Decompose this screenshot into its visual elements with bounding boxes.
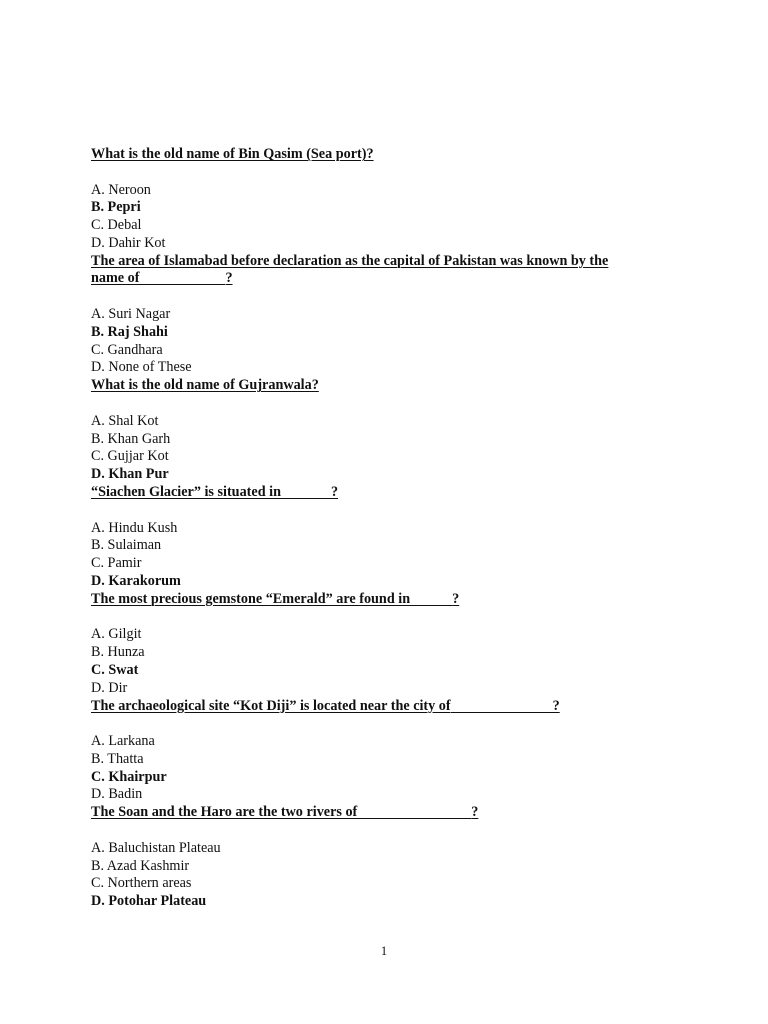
answer-blank xyxy=(139,271,225,285)
question-block xyxy=(91,146,691,253)
answer-option: D. Dir xyxy=(91,679,128,696)
answer-option-correct: D. Potohar Plateau xyxy=(91,893,207,910)
answer-option: C. Gujjar Kot xyxy=(91,448,169,465)
answer-option: C. Gandhara xyxy=(91,341,163,358)
page-number: 1 xyxy=(380,944,388,958)
answer-option: C. Pamir xyxy=(91,555,142,572)
answer-option: B. Khan Garh xyxy=(91,430,171,447)
answer-option: B. Thatta xyxy=(91,750,144,767)
question-block xyxy=(91,484,691,591)
question-block xyxy=(91,591,691,698)
answer-option: D. Badin xyxy=(91,786,143,803)
answer-option-correct: B. Raj Shahi xyxy=(91,323,168,340)
answer-option: B. Azad Kashmir xyxy=(91,857,190,874)
quiz-content xyxy=(91,146,691,911)
answer-option-correct: B. Pepri xyxy=(91,199,141,216)
question-text: “Siachen Glacier” is situated in ? xyxy=(91,483,339,500)
answer-option-correct: D. Karakorum xyxy=(91,572,181,589)
answer-option-correct: C. Swat xyxy=(91,661,139,678)
answer-option: D. None of These xyxy=(91,359,192,376)
question-text: The most precious gemstone “Emerald” are found in ? xyxy=(91,590,460,607)
answer-blank xyxy=(357,805,471,819)
answer-option-correct: D. Khan Pur xyxy=(91,466,169,483)
question-text: The area of Islamabad before declaration as the capital of Pakistan was known by the xyxy=(91,252,609,269)
question-block xyxy=(91,698,691,805)
question-text-continued: name of ? xyxy=(91,270,233,287)
answer-blank xyxy=(451,699,553,713)
question-text: What is the old name of Gujranwala? xyxy=(91,377,319,394)
answer-option: A. Baluchistan Plateau xyxy=(91,839,221,856)
answer-blank xyxy=(410,592,452,606)
question-block xyxy=(91,377,691,484)
question-block xyxy=(91,253,691,377)
answer-option: A. Suri Nagar xyxy=(91,305,171,322)
answer-option: B. Sulaiman xyxy=(91,537,162,554)
answer-option: B. Hunza xyxy=(91,644,145,661)
question-text: The archaeological site “Kot Diji” is located near the city of ? xyxy=(91,697,560,714)
answer-option: A. Gilgit xyxy=(91,626,142,643)
answer-option: A. Hindu Kush xyxy=(91,519,178,536)
answer-option: C. Debal xyxy=(91,217,142,234)
question-block xyxy=(91,804,691,911)
answer-option: A. Neroon xyxy=(91,181,151,198)
answer-option: A. Shal Kot xyxy=(91,412,159,429)
answer-blank xyxy=(281,485,331,499)
answer-option: A. Larkana xyxy=(91,733,155,750)
answer-option: C. Northern areas xyxy=(91,875,192,892)
question-text: The Soan and the Haro are the two rivers of ? xyxy=(91,804,479,821)
answer-option: D. Dahir Kot xyxy=(91,234,166,251)
answer-option-correct: C. Khairpur xyxy=(91,768,167,785)
question-text: What is the old name of Bin Qasim (Sea port)? xyxy=(91,146,374,162)
